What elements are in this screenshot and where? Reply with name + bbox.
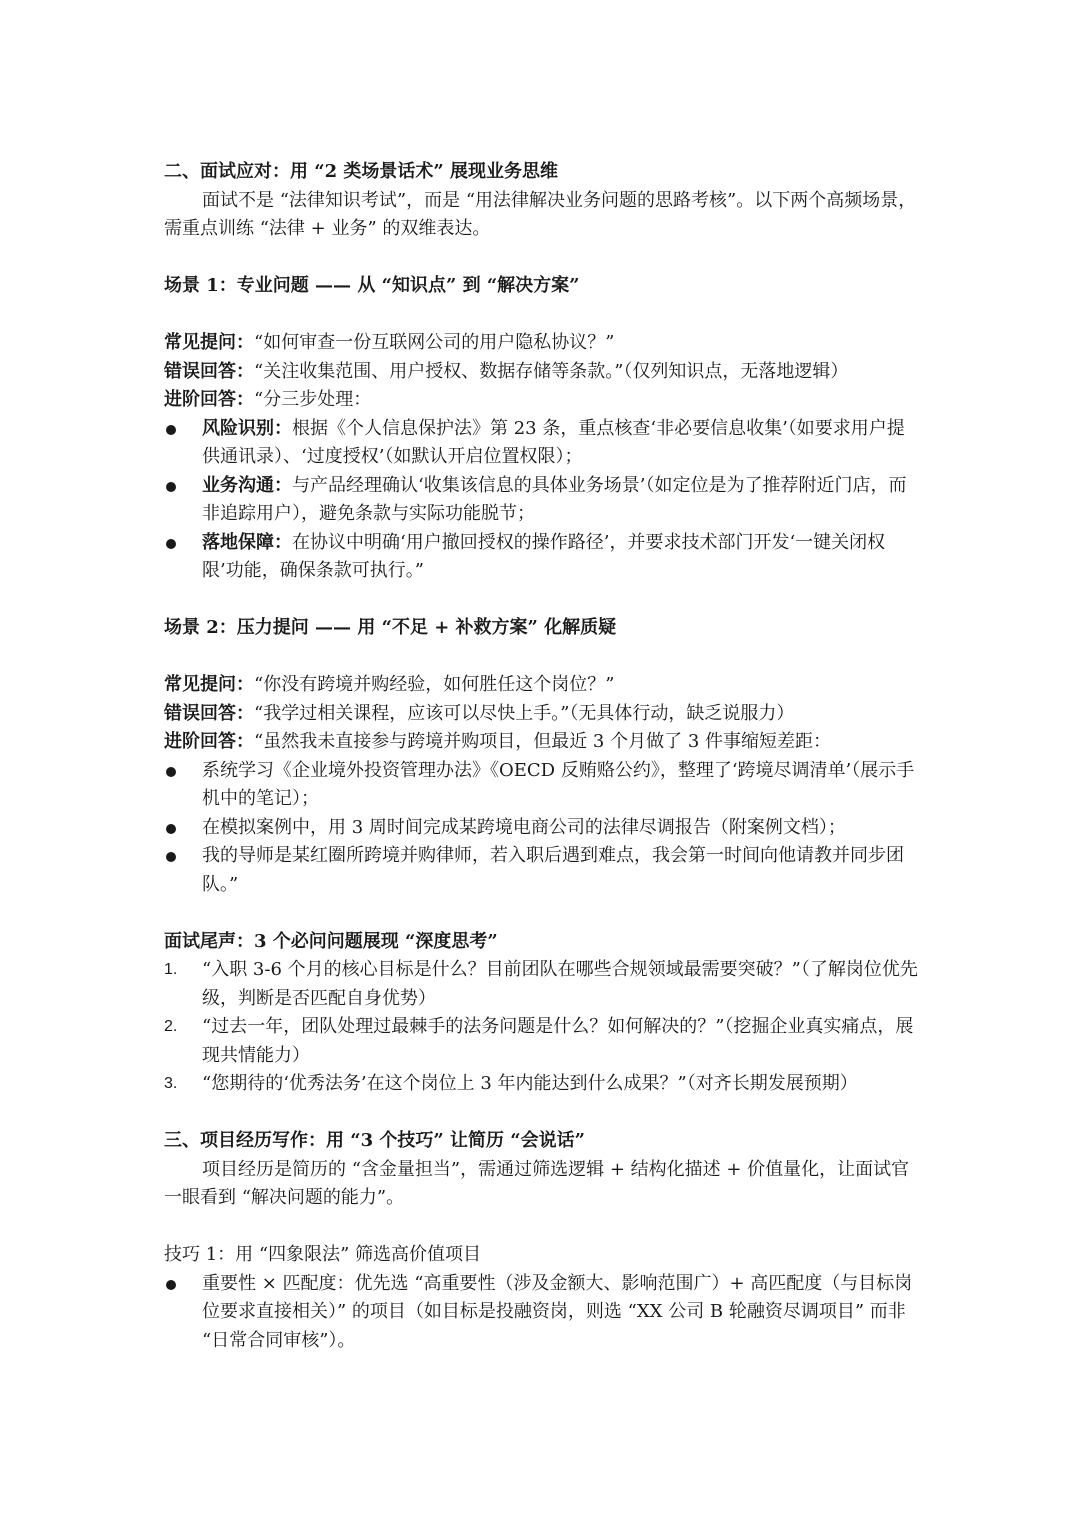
scene2-question (164, 671, 920, 700)
bullet-label: 风险识别： (202, 417, 292, 439)
wrong-text: “关注收集范围、用户授权、数据存储等条款。”（仅列知识点，无落地逻辑） (254, 360, 849, 382)
bullet-text: 根据《个人信息保护法》第 23 条，重点核查‘非必要信息收集’（如要求用户提供通讯录）、‘过度授权’（如默认开启位置权限）； (202, 417, 905, 467)
advanced-label: 进阶回答： (164, 389, 254, 410)
bullet-dot-icon (166, 539, 176, 549)
document-page (164, 158, 920, 1355)
section3-intro: 项目经历是简历的 “含金量担当”，需通过筛选逻辑 + 结构化描述 + 价值量化，让面试官一眼看到 “解决问题的能力”。 (164, 1158, 910, 1208)
bullet-dot-icon (166, 767, 176, 777)
bullet-text: 在模拟案例中，用 3 周时间完成某跨境电商公司的法律尽调报告（附案例文档）； (202, 816, 846, 838)
bullet-dot-icon (166, 482, 176, 492)
wrong-text: “我学过相关课程，应该可以尽快上手。”（无具体行动，缺乏说服力） (254, 702, 795, 724)
scene1-question (164, 329, 920, 358)
advanced-label: 进阶回答： (164, 731, 254, 752)
bullet-label: 业务沟通： (202, 474, 292, 496)
section3-title: 三、项目经历写作：用 “3 个技巧” 让简历 “会说话” (164, 1130, 586, 1151)
bullet-dot-icon (166, 1280, 176, 1290)
bullet-label: 落地保障： (202, 531, 292, 553)
bullet-dot-icon (166, 824, 176, 834)
scene2-wrong (164, 700, 920, 729)
scene1-title: 场景 1：专业问题 —— 从 “知识点” 到 “解决方案” (164, 275, 580, 296)
scene2-bullet (164, 814, 920, 843)
closing-item (164, 956, 920, 1013)
scene1-bullet (164, 529, 920, 586)
item-number: 3. (164, 1075, 178, 1092)
scene2-bullet (164, 842, 920, 899)
tip1-title: 技巧 1：用 “四象限法” 筛选高价值项目 (164, 1244, 482, 1265)
section2-intro: 面试不是 “法律知识考试”，而是 “用法律解决业务问题的思路考核”。以下两个高频场景，需重点训练 “法律 + 业务” 的双维表达。 (164, 189, 917, 239)
question-label: 常见提问： (164, 674, 254, 695)
closing-item (164, 1013, 920, 1070)
bullet-text: 与产品经理确认‘收集该信息的具体业务场景’（如定位是为了推荐附近门店，而非追踪用户），避免条款与实际功能脱节； (202, 474, 907, 524)
item-text: “您期待的‘优秀法务’在这个岗位上 3 年内能达到什么成果？”（对齐长期发展预期） (202, 1073, 858, 1094)
scene2-bullet (164, 757, 920, 814)
bullet-text: 我的导师是某红圈所跨境并购律师，若入职后遇到难点，我会第一时间向他请教并同步团队。” (202, 845, 904, 895)
bullet-text: 重要性 × 匹配度：优先选 “高重要性（涉及金额大、影响范围广）+ 高匹配度（与目标岗位要求直接相关）” 的项目（如目标是投融资岗，则选 “XX 公司 B 轮融资尽调项目” 而非 “日常合同审核”）。 (202, 1272, 913, 1351)
bullet-dot-icon (166, 425, 176, 435)
closing-item (164, 1070, 920, 1099)
scene1-bullet (164, 472, 920, 529)
item-text: “入职 3-6 个月的核心目标是什么？目前团队在哪些合规领域最需要突破？”（了解岗位优先级，判断是否匹配自身优势） (202, 959, 918, 1009)
scene1-bullet (164, 415, 920, 472)
item-number: 2. (164, 1018, 178, 1035)
bullet-text: 在协议中明确‘用户撤回授权的操作路径’，并要求技术部门开发‘一键关闭权限’功能，确保条款可执行。” (202, 531, 886, 581)
wrong-label: 错误回答： (164, 360, 254, 382)
closing-title: 面试尾声：3 个必问问题展现 “深度思考” (164, 930, 498, 952)
advanced-text: “虽然我未直接参与跨境并购项目，但最近 3 个月做了 3 件事缩短差距： (254, 731, 831, 752)
question-label: 常见提问： (164, 332, 254, 353)
item-text: “过去一年，团队处理过最棘手的法务问题是什么？如何解决的？”（挖掘企业真实痛点，展现共情能力） (202, 1016, 914, 1066)
item-number: 1. (164, 961, 178, 978)
question-text: “如何审查一份互联网公司的用户隐私协议？” (254, 332, 615, 353)
bullet-dot-icon (166, 852, 176, 862)
advanced-text: “分三步处理： (254, 389, 372, 410)
scene2-advanced (164, 728, 920, 757)
scene1-wrong (164, 358, 920, 387)
question-text: “你没有跨境并购经验，如何胜任这个岗位？” (254, 674, 615, 695)
bullet-text: 系统学习《企业境外投资管理办法》《OECD 反贿赂公约》，整理了‘跨境尽调清单’（展示手机中的笔记）； (202, 759, 915, 809)
section2-title: 二、面试应对：用 “2 类场景话术” 展现业务思维 (164, 161, 559, 182)
tip1-bullet (164, 1270, 920, 1356)
wrong-label: 错误回答： (164, 702, 254, 724)
scene2-title: 场景 2：压力提问 —— 用 “不足 + 补救方案” 化解质疑 (164, 617, 617, 638)
scene1-advanced (164, 386, 920, 415)
